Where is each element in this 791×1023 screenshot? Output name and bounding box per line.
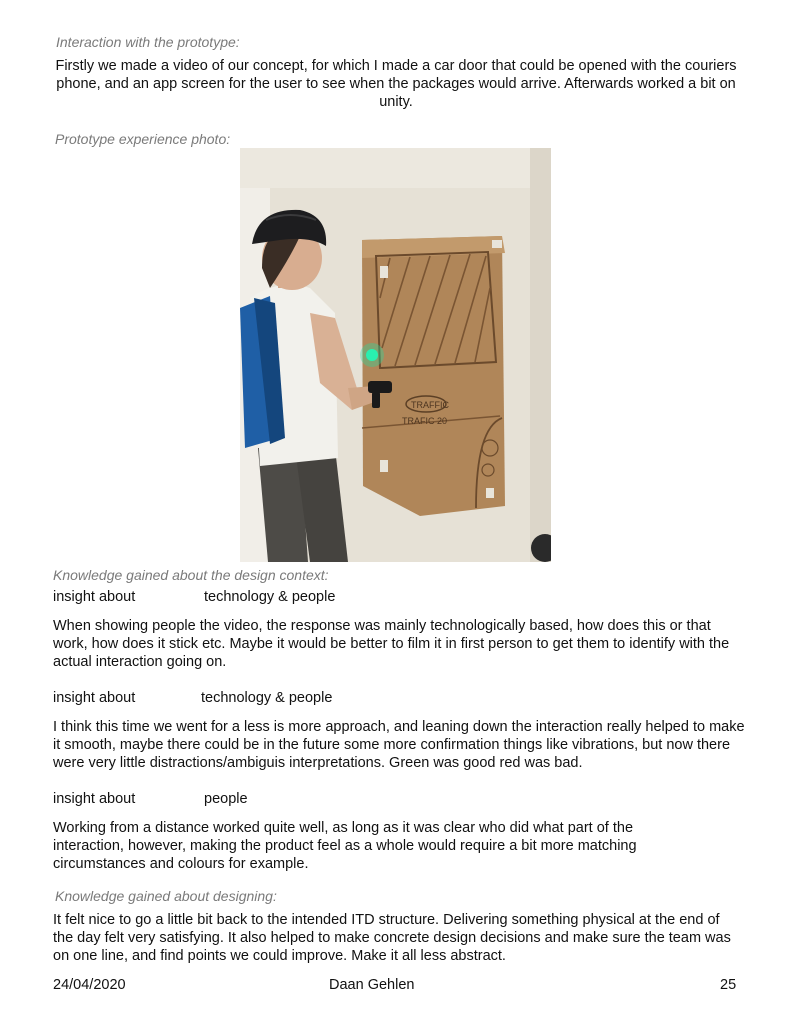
designing-text: It felt nice to go a little bit back to the intended ITD structure. Delivering something physical at the end of the day felt very satisfying. It also helped to make concrete design decisions and make sure the team was on one line, and find points we could improve. Make it all less abstract. xyxy=(53,912,731,964)
insight-text: I think this time we went for a less is more approach, and leaning down the interaction really helped to make it smooth, maybe there could be in the future some more confirmation things like vibrations, but now there were very little distractions/ambiguis interpretations. Green was good red was bad. xyxy=(53,719,745,771)
insight-prefix: insight about xyxy=(53,589,136,605)
insight-text: Working from a distance worked quite well, as long as it was clear who did what part of the interaction, however, making the product feel as a whole would require a bit more matching circumstances and colours for example. xyxy=(53,820,637,872)
photo-label: Prototype experience photo: xyxy=(55,131,231,147)
interaction-label: Interaction with the prototype: xyxy=(56,34,240,50)
insight-topic: technology & people xyxy=(201,690,333,706)
interaction-text: Firstly we made a video of our concept, for which I made a car door that could be opened with the couriers phone, and an app screen for the user to see when the packages would arrive. Afterwards worked a bit on unity. xyxy=(55,58,737,110)
footer-author: Daan Gehlen xyxy=(329,977,415,993)
door-model-text: TRAFIC 20 xyxy=(402,416,448,426)
design-context-label: Knowledge gained about the design context: xyxy=(53,567,329,583)
footer-date: 24/04/2020 xyxy=(53,977,126,993)
page-number: 25 xyxy=(720,977,737,993)
designing-label: Knowledge gained about designing: xyxy=(55,888,277,904)
cardboard-door xyxy=(362,236,505,516)
insight-topic: technology & people xyxy=(204,589,336,605)
insight-topic: people xyxy=(204,791,248,807)
prototype-photo xyxy=(240,148,551,562)
insight-prefix: insight about xyxy=(53,791,136,807)
insight-prefix: insight about xyxy=(53,690,136,706)
door-logo-text: TRAFFIC xyxy=(411,400,449,410)
insight-text: When showing people the video, the response was mainly technologically based, how does this or that work, how does it stick etc. Maybe it would be better to film it in first person to get them to identify with the actual interaction going on. xyxy=(53,618,730,670)
